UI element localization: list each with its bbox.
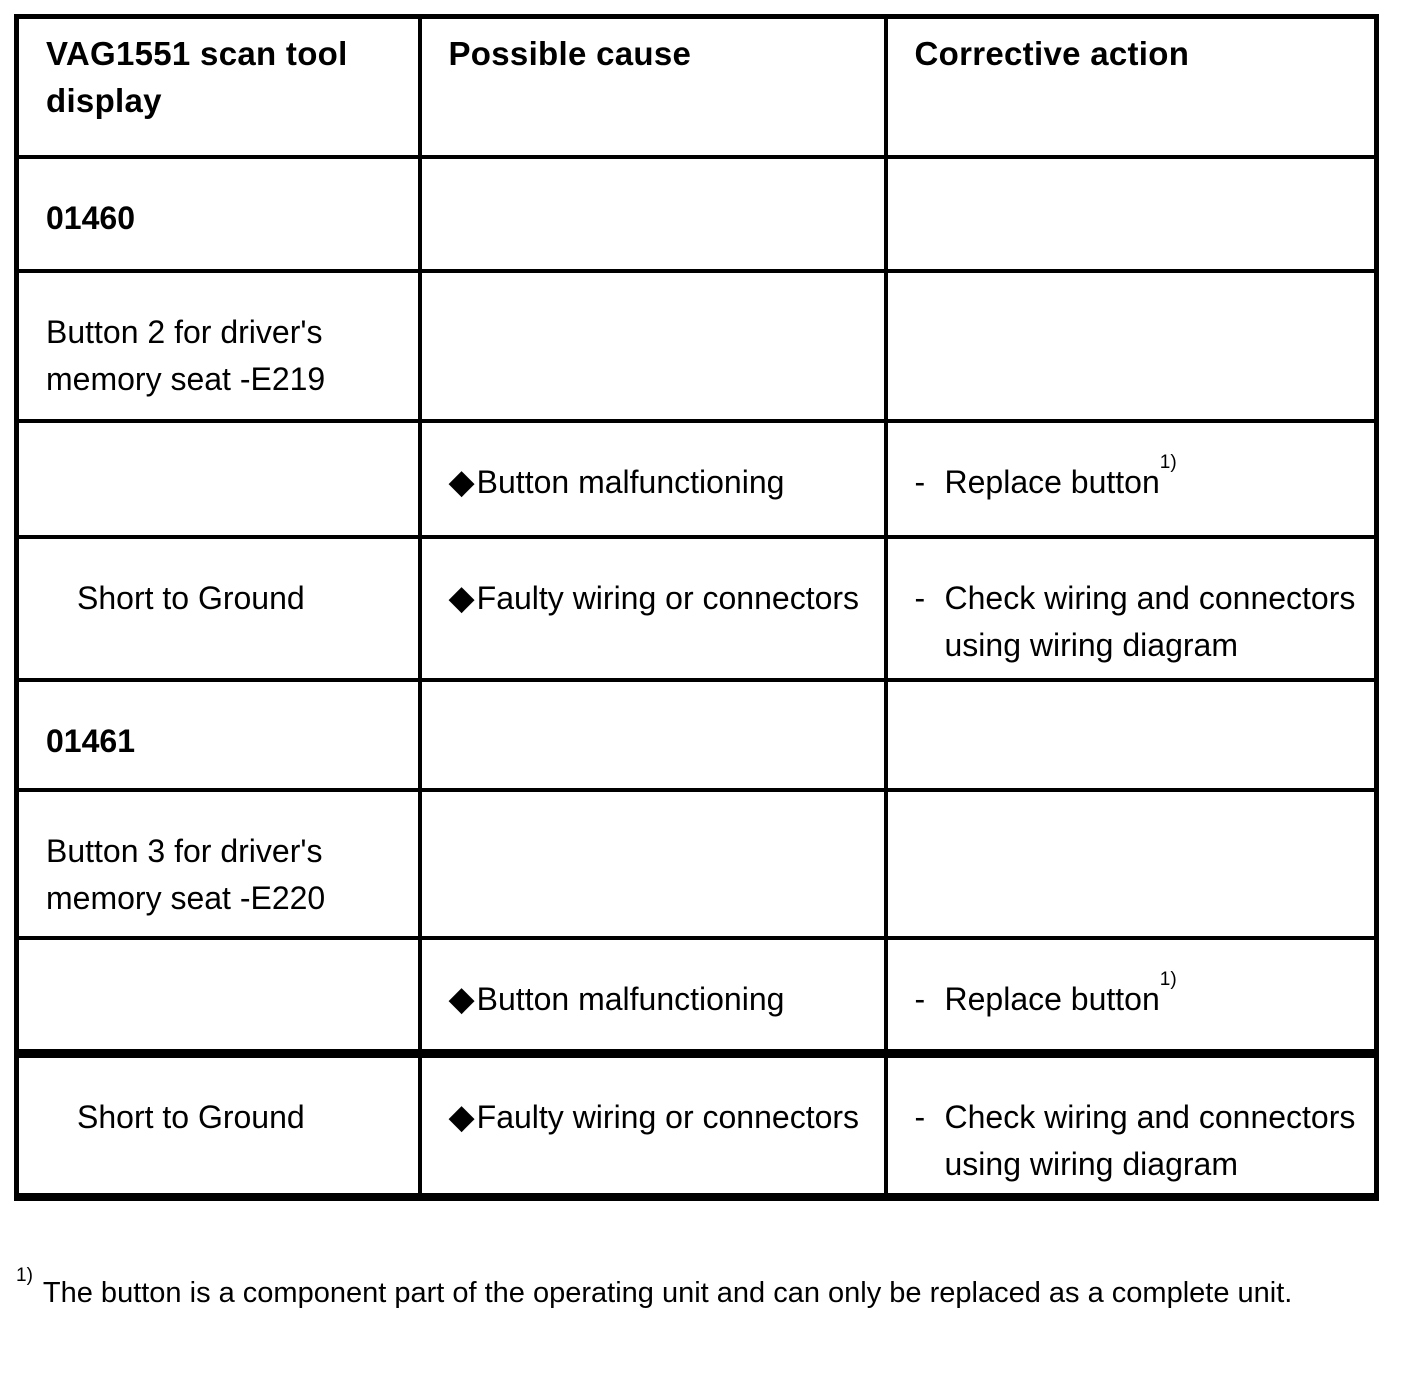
empty-cell (420, 790, 886, 938)
dash-icon: - (914, 980, 926, 1017)
footnote-marker: 1) (16, 1265, 33, 1287)
diamond-bullet-icon: ◆ (448, 578, 475, 617)
footnote-ref: 1) (1159, 451, 1177, 473)
footnote-ref: 1) (1159, 968, 1177, 990)
dash-icon: - (914, 463, 926, 500)
action-cell (886, 1054, 1377, 1197)
diamond-bullet-icon: ◆ (448, 979, 475, 1018)
diamond-bullet-icon: ◆ (448, 462, 475, 501)
table-row (17, 1054, 1377, 1197)
cause-text: Button malfunctioning (476, 980, 785, 1017)
action-text: Check wiring and connectors using wiring diagram (944, 1099, 1356, 1182)
empty-cell (17, 938, 420, 1054)
table-header-row (17, 17, 1377, 157)
column-header-scan-tool-display: VAG1551 scan tool display (17, 17, 420, 157)
empty-cell (886, 271, 1377, 421)
table-row (17, 790, 1377, 938)
diamond-bullet-icon: ◆ (448, 1098, 475, 1136)
cause-text: Faulty wiring or connectors (476, 579, 860, 616)
empty-cell (420, 157, 886, 271)
status-cell: Short to Ground (17, 537, 420, 680)
footnote-text: The button is a component part of the operating unit and can only be replaced as a complete unit. (42, 1277, 1293, 1309)
action-cell (886, 537, 1377, 680)
table-row (17, 271, 1377, 421)
table-row (17, 938, 1377, 1054)
table-row (17, 537, 1377, 680)
empty-cell (420, 680, 886, 790)
fault-code-cell: 01461 (17, 680, 420, 790)
empty-cell (420, 271, 886, 421)
cause-cell (420, 537, 886, 680)
action-label: Replace button (944, 463, 1160, 500)
empty-cell (886, 157, 1377, 271)
cause-cell (420, 421, 886, 537)
table-row (17, 157, 1377, 271)
column-header-possible-cause: Possible cause (420, 17, 886, 157)
action-label: Replace button (944, 980, 1160, 1017)
dash-icon: - (914, 579, 926, 616)
status-cell: Short to Ground (17, 1054, 420, 1197)
action-text (944, 968, 1363, 1023)
cause-text: Button malfunctioning (476, 463, 785, 500)
column-header-corrective-action: Corrective action (886, 17, 1377, 157)
table-row (17, 421, 1377, 537)
dash-icon: - (914, 1099, 926, 1135)
fault-code-cell: 01460 (17, 157, 420, 271)
cause-text: Faulty wiring or connectors (476, 1099, 860, 1135)
action-cell (886, 938, 1377, 1054)
component-cell: Button 3 for driver's memory seat -E220 (17, 790, 420, 938)
fault-code-table (14, 14, 1379, 1201)
cause-cell (420, 938, 886, 1054)
table-row (17, 680, 1377, 790)
component-cell: Button 2 for driver's memory seat -E219 (17, 271, 420, 421)
cause-cell (420, 1054, 886, 1197)
empty-cell (886, 680, 1377, 790)
empty-cell (886, 790, 1377, 938)
action-text (944, 451, 1363, 506)
footnote (16, 1265, 1356, 1315)
action-text: Check wiring and connectors using wiring diagram (944, 579, 1356, 663)
empty-cell (17, 421, 420, 537)
action-cell (886, 421, 1377, 537)
